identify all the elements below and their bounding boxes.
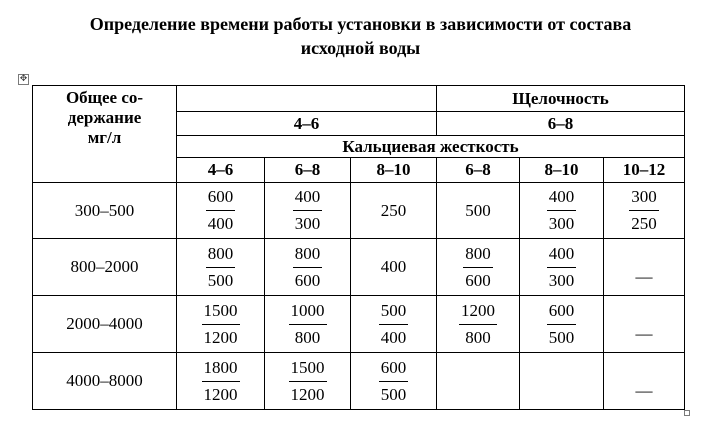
row-header-line: Общее со- — [65, 88, 144, 107]
document-title — [0, 12, 721, 60]
fraction-numerator: 400 — [293, 187, 323, 211]
data-cell — [351, 353, 437, 410]
fraction-denominator: 600 — [465, 270, 491, 290]
row-label: 4000–8000 — [33, 353, 177, 410]
cell-value: — — [635, 267, 653, 286]
fraction-denominator: 250 — [631, 214, 657, 233]
row-header-cell — [33, 86, 177, 183]
fraction-numerator: 800 — [293, 244, 323, 268]
fraction-denominator: 500 — [380, 384, 407, 404]
fraction-numerator: 300 — [629, 187, 659, 211]
hardness-range-header: 6–8 — [437, 158, 520, 183]
data-cell — [520, 296, 604, 353]
fraction-value — [206, 187, 236, 234]
fraction-numerator: 1200 — [459, 301, 497, 325]
row-label: 800–2000 — [33, 239, 177, 296]
alkalinity-header: Щелочность — [437, 86, 685, 112]
row-header-line: мг/л — [87, 128, 122, 147]
fraction-denominator: 300 — [294, 214, 321, 233]
cell-value: — — [635, 324, 653, 343]
hardness-range-header: 8–10 — [351, 158, 437, 183]
fraction-numerator: 800 — [206, 244, 236, 268]
fraction-denominator: 500 — [207, 270, 234, 290]
fraction-numerator: 500 — [379, 301, 409, 325]
fraction-denominator: 400 — [380, 327, 407, 347]
cell-value: — — [635, 381, 653, 400]
fraction-denominator: 600 — [294, 270, 321, 290]
title-line-2: исходной воды — [300, 38, 421, 58]
table-move-handle-icon[interactable]: ✥ — [19, 74, 28, 84]
fraction-value — [379, 301, 409, 348]
fraction-numerator: 600 — [547, 301, 577, 325]
fraction-value — [293, 187, 323, 234]
data-cell — [604, 296, 685, 353]
fraction-denominator: 1200 — [203, 327, 238, 347]
data-cell — [437, 239, 520, 296]
data-cell — [177, 183, 265, 239]
data-cell — [520, 353, 604, 410]
fraction-numerator: 800 — [463, 244, 493, 268]
table-resize-handle[interactable] — [684, 410, 690, 416]
hardness-range-header: 6–8 — [265, 158, 351, 183]
row-label: 300–500 — [33, 183, 177, 239]
data-cell — [265, 183, 351, 239]
table-row — [33, 183, 685, 239]
data-cell — [177, 239, 265, 296]
fraction-value — [547, 187, 577, 234]
data-cell — [604, 239, 685, 296]
data-cell — [351, 239, 437, 296]
water-treatment-table — [32, 85, 685, 410]
cell-value: 500 — [465, 200, 491, 220]
data-cell — [265, 239, 351, 296]
table-row — [33, 296, 685, 353]
empty-header-cell — [177, 86, 437, 112]
title-line-1: Определение времени работы установки в зависимости от состава — [89, 14, 632, 34]
fraction-numerator: 400 — [547, 187, 577, 211]
fraction-numerator: 600 — [379, 358, 409, 382]
row-header-line: держание — [67, 108, 142, 127]
data-cell — [437, 353, 520, 410]
data-cell — [604, 353, 685, 410]
fraction-numerator: 1500 — [289, 358, 327, 382]
fraction-denominator: 800 — [294, 327, 321, 347]
row-label: 2000–4000 — [33, 296, 177, 353]
fraction-numerator: 600 — [206, 187, 236, 211]
fraction-numerator: 1000 — [289, 301, 327, 325]
fraction-value — [547, 301, 577, 348]
fraction-value — [459, 301, 497, 348]
fraction-value — [463, 244, 493, 291]
data-cell — [520, 183, 604, 239]
hardness-header: Кальциевая жесткость — [177, 136, 685, 158]
fraction-value — [379, 358, 409, 405]
hardness-range-header: 4–6 — [177, 158, 265, 183]
fraction-denominator: 1200 — [203, 384, 238, 404]
fraction-numerator: 1500 — [202, 301, 240, 325]
fraction-denominator: 500 — [548, 327, 575, 347]
data-cell — [351, 183, 437, 239]
fraction-value — [289, 358, 327, 405]
data-cell — [351, 296, 437, 353]
alkalinity-group: 6–8 — [437, 112, 685, 136]
data-cell — [177, 353, 265, 410]
data-cell — [177, 296, 265, 353]
fraction-value — [289, 301, 327, 348]
fraction-denominator: 300 — [548, 270, 575, 290]
table-row — [33, 239, 685, 296]
data-cell — [265, 296, 351, 353]
fraction-numerator: 400 — [547, 244, 577, 268]
alkalinity-group: 4–6 — [177, 112, 437, 136]
hardness-range-header: 8–10 — [520, 158, 604, 183]
table-row — [33, 353, 685, 410]
fraction-denominator: 1200 — [290, 384, 325, 404]
fraction-denominator: 400 — [207, 214, 234, 233]
data-cell — [437, 183, 520, 239]
fraction-numerator: 1800 — [202, 358, 240, 382]
data-cell — [265, 353, 351, 410]
fraction-value — [629, 187, 659, 234]
data-cell — [520, 239, 604, 296]
fraction-value — [293, 244, 323, 291]
fraction-value — [547, 244, 577, 291]
fraction-denominator: 300 — [548, 214, 575, 233]
cell-value: 250 — [380, 200, 407, 220]
data-cell — [437, 296, 520, 353]
fraction-value — [202, 358, 240, 405]
data-cell — [604, 183, 685, 239]
fraction-value — [206, 244, 236, 291]
cell-value: 400 — [380, 257, 407, 276]
hardness-range-header: 10–12 — [604, 158, 685, 183]
fraction-value — [202, 301, 240, 348]
fraction-denominator: 800 — [465, 327, 491, 347]
